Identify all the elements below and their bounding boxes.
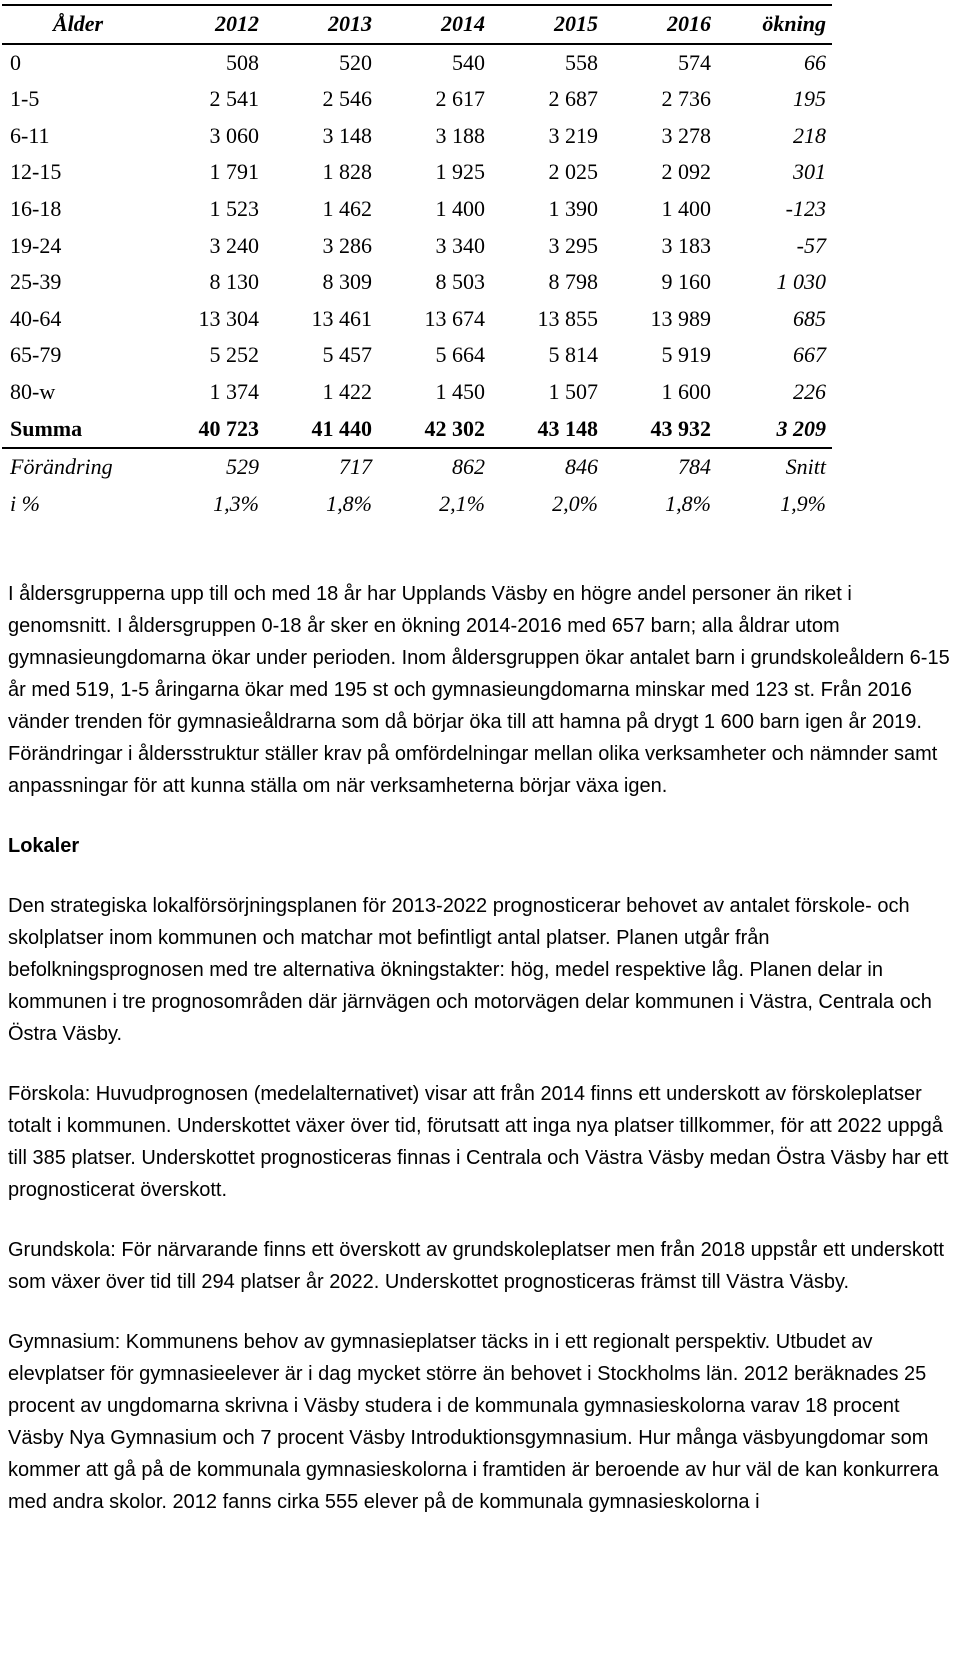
header-cell: 2014 (378, 5, 491, 44)
value-cell: 1 523 (209, 195, 259, 221)
value-cell: 40 723 (152, 411, 265, 449)
section-heading-lokaler: Lokaler (8, 835, 80, 857)
table-row (2, 118, 832, 155)
value-cell: 13 674 (424, 305, 485, 331)
value-cell: 8 130 (209, 269, 259, 295)
row-label-cell: 80-w (10, 378, 56, 404)
row-label-cell: 6-11 (10, 122, 50, 148)
value-cell: 43 148 (491, 411, 604, 449)
value-cell: 13 461 (311, 305, 372, 331)
value-cell: 301 (793, 159, 826, 185)
value-cell: 1 030 (776, 269, 826, 295)
row-label-cell: 12-15 (10, 159, 62, 185)
value-cell: 2 025 (548, 159, 598, 185)
header-cell: 2016 (604, 5, 717, 44)
document-body (8, 578, 958, 1546)
table-row (2, 337, 832, 374)
value-cell: 5 457 (322, 342, 372, 368)
sum-row (2, 411, 832, 449)
value-cell: 2,0% (552, 490, 598, 516)
value-cell: 41 440 (265, 411, 378, 449)
paragraph-gymnasium: Gymnasium: Kommunens behov av gymnasieplatser täcks in i ett regionalt perspektiv. Utbudet av elevplatser för gymnasieelever är i dag mycket större än behovet i Stockholms län. 2012 beräknades 25 procent av ungdomarna skrivna i Väsby studera i de kommunala gymnasieskolorna varav 18 procent Väsby Nya Gymnasium och 7 procent Väsby Introduktionsgymnasium. Hur många väsbyungdomar som kommer att gå på de kommunala gymnasieskolorna i framtiden är beroende av hur väl de kan konkurrera med andra skolor. 2012 fanns cirka 555 elever på de kommunala gymnasieskolorna i (8, 1331, 939, 1513)
value-cell: 3 209 (717, 411, 832, 449)
row-label-cell: 65-79 (10, 342, 62, 368)
row-label-cell: 25-39 (10, 269, 62, 295)
value-cell: 1 507 (548, 378, 598, 404)
value-cell: 667 (793, 342, 826, 368)
table-row (2, 301, 832, 338)
value-cell: 2 617 (435, 86, 485, 112)
value-cell: 685 (793, 305, 826, 331)
value-cell: 13 989 (650, 305, 711, 331)
header-cell: 2015 (491, 5, 604, 44)
value-cell: 9 160 (661, 269, 711, 295)
value-cell: 195 (793, 86, 826, 112)
table-body (2, 44, 832, 523)
value-cell: 5 664 (435, 342, 485, 368)
value-cell: 529 (226, 454, 259, 480)
value-cell: 2 541 (209, 86, 259, 112)
table-row (2, 191, 832, 228)
row-label-cell: 1-5 (10, 86, 40, 112)
value-cell: 1,9% (780, 490, 826, 516)
value-cell: 1 422 (322, 378, 372, 404)
value-cell: 1 390 (548, 195, 598, 221)
row-label-cell: Förändring (10, 454, 113, 480)
value-cell: -123 (785, 195, 826, 221)
value-cell: 1,3% (213, 490, 259, 516)
value-cell: 8 798 (548, 269, 598, 295)
header-cell: Ålder (2, 5, 152, 44)
value-cell: 43 932 (604, 411, 717, 449)
value-cell: 66 (804, 49, 826, 75)
value-cell: 3 188 (435, 122, 485, 148)
change-row (2, 448, 832, 486)
value-cell: 226 (793, 378, 826, 404)
value-cell: 3 278 (661, 122, 711, 148)
paragraph-age-groups: I åldersgrupperna upp till och med 18 år har Upplands Väsby en högre andel personer än riket i genomsnitt. I åldersgruppen 0-18 år sker en ökning 2014-2016 med 657 barn; alla åldrar utom gymnasieungdomarna ökar under perioden. Inom åldersgruppen ökar antalet barn i grundskoleåldern 6-15 år med 519, 1-5 åringarna ökar med 195 st och gymnasieungdomarna minskar med 123 st. Från 2016 vänder trenden för gymnasieåldrarna som då börjar öka till att hamna på drygt 1 600 barn igen år 2019. Förändringar i åldersstruktur ställer krav på omfördelningar mellan olika verksamheter och nämnder samt anpassningar för att kunna ställa om när verksamheterna börjar växa igen. (8, 583, 950, 797)
value-cell: 2 092 (661, 159, 711, 185)
value-cell: 574 (678, 49, 711, 75)
paragraph-grundskola: Grundskola: För närvarande finns ett överskott av grundskoleplatser men från 2018 uppstår ett underskott som växer över tid till 294 platser år 2022. Underskottet prognosticeras främst till Västra Väsby. (8, 1239, 945, 1293)
value-cell: 3 340 (435, 232, 485, 258)
value-cell: 3 286 (322, 232, 372, 258)
value-cell: 1 600 (661, 378, 711, 404)
row-label-cell: i % (10, 490, 40, 516)
value-cell: 2 546 (322, 86, 372, 112)
value-cell: 717 (339, 454, 372, 480)
value-cell: 508 (226, 49, 259, 75)
value-cell: 8 503 (435, 269, 485, 295)
header-row (2, 5, 832, 44)
table-row (2, 228, 832, 265)
percent-row (2, 486, 832, 523)
row-label-cell: 40-64 (10, 305, 62, 331)
table-row (2, 81, 832, 118)
value-cell: 3 148 (322, 122, 372, 148)
population-table (2, 4, 832, 522)
value-cell: 1 374 (209, 378, 259, 404)
value-cell: 1 400 (661, 195, 711, 221)
value-cell: 1 828 (322, 159, 372, 185)
row-label-cell: 0 (10, 49, 21, 75)
value-cell: 2 687 (548, 86, 598, 112)
value-cell: 218 (793, 122, 826, 148)
value-cell: 558 (565, 49, 598, 75)
value-cell: 3 240 (209, 232, 259, 258)
value-cell: -57 (796, 232, 826, 258)
value-cell: 862 (452, 454, 485, 480)
value-cell: 520 (339, 49, 372, 75)
value-cell: 1 400 (435, 195, 485, 221)
value-cell: 5 919 (661, 342, 711, 368)
table-row (2, 44, 832, 82)
value-cell: 8 309 (322, 269, 372, 295)
value-cell: 2 736 (661, 86, 711, 112)
value-cell: 3 219 (548, 122, 598, 148)
row-label-cell: Summa (2, 411, 152, 449)
value-cell: 784 (678, 454, 711, 480)
paragraph-lokalplan: Den strategiska lokalförsörjningsplanen för 2013-2022 prognosticerar behovet av antalet förskole- och skolplatser inom kommunen och matchar mot befintligt antal platser. Planen utgår från befolkningsprognosen med tre alternativa ökningstakter: hög, medel respektive låg. Planen delar in kommunen i tre prognosområden där järnvägen och motorvägen delar kommunen i Västra, Centrala och Östra Väsby. (8, 895, 932, 1045)
table-row (2, 374, 832, 411)
value-cell: 1 462 (322, 195, 372, 221)
value-cell: 1 791 (209, 159, 259, 185)
row-label-cell: 19-24 (10, 232, 62, 258)
value-cell: 3 060 (209, 122, 259, 148)
value-cell: 846 (565, 454, 598, 480)
value-cell: Snitt (785, 454, 826, 480)
value-cell: 1,8% (326, 490, 372, 516)
table-row (2, 154, 832, 191)
table-row (2, 264, 832, 301)
row-label-cell: 16-18 (10, 195, 62, 221)
value-cell: 2,1% (439, 490, 485, 516)
value-cell: 3 295 (548, 232, 598, 258)
value-cell: 1 925 (435, 159, 485, 185)
value-cell: 1,8% (665, 490, 711, 516)
value-cell: 1 450 (435, 378, 485, 404)
value-cell: 42 302 (378, 411, 491, 449)
value-cell: 5 252 (209, 342, 259, 368)
value-cell: 540 (452, 49, 485, 75)
header-cell: 2012 (152, 5, 265, 44)
value-cell: 3 183 (661, 232, 711, 258)
table-header (2, 5, 832, 44)
value-cell: 13 304 (198, 305, 259, 331)
paragraph-forskola: Förskola: Huvudprognosen (medelalternativet) visar att från 2014 finns ett underskott av förskoleplatser totalt i kommunen. Underskottet växer över tid, förutsatt att inga nya platser tillkommer, för att 2022 uppgå till 385 platser. Underskottet prognosticeras finnas i Centrala och Västra Väsby medan Östra Väsby har ett prognosticerat överskott. (8, 1083, 949, 1201)
value-cell: 13 855 (537, 305, 598, 331)
header-cell: ökning (717, 5, 832, 44)
value-cell: 5 814 (548, 342, 598, 368)
header-cell: 2013 (265, 5, 378, 44)
